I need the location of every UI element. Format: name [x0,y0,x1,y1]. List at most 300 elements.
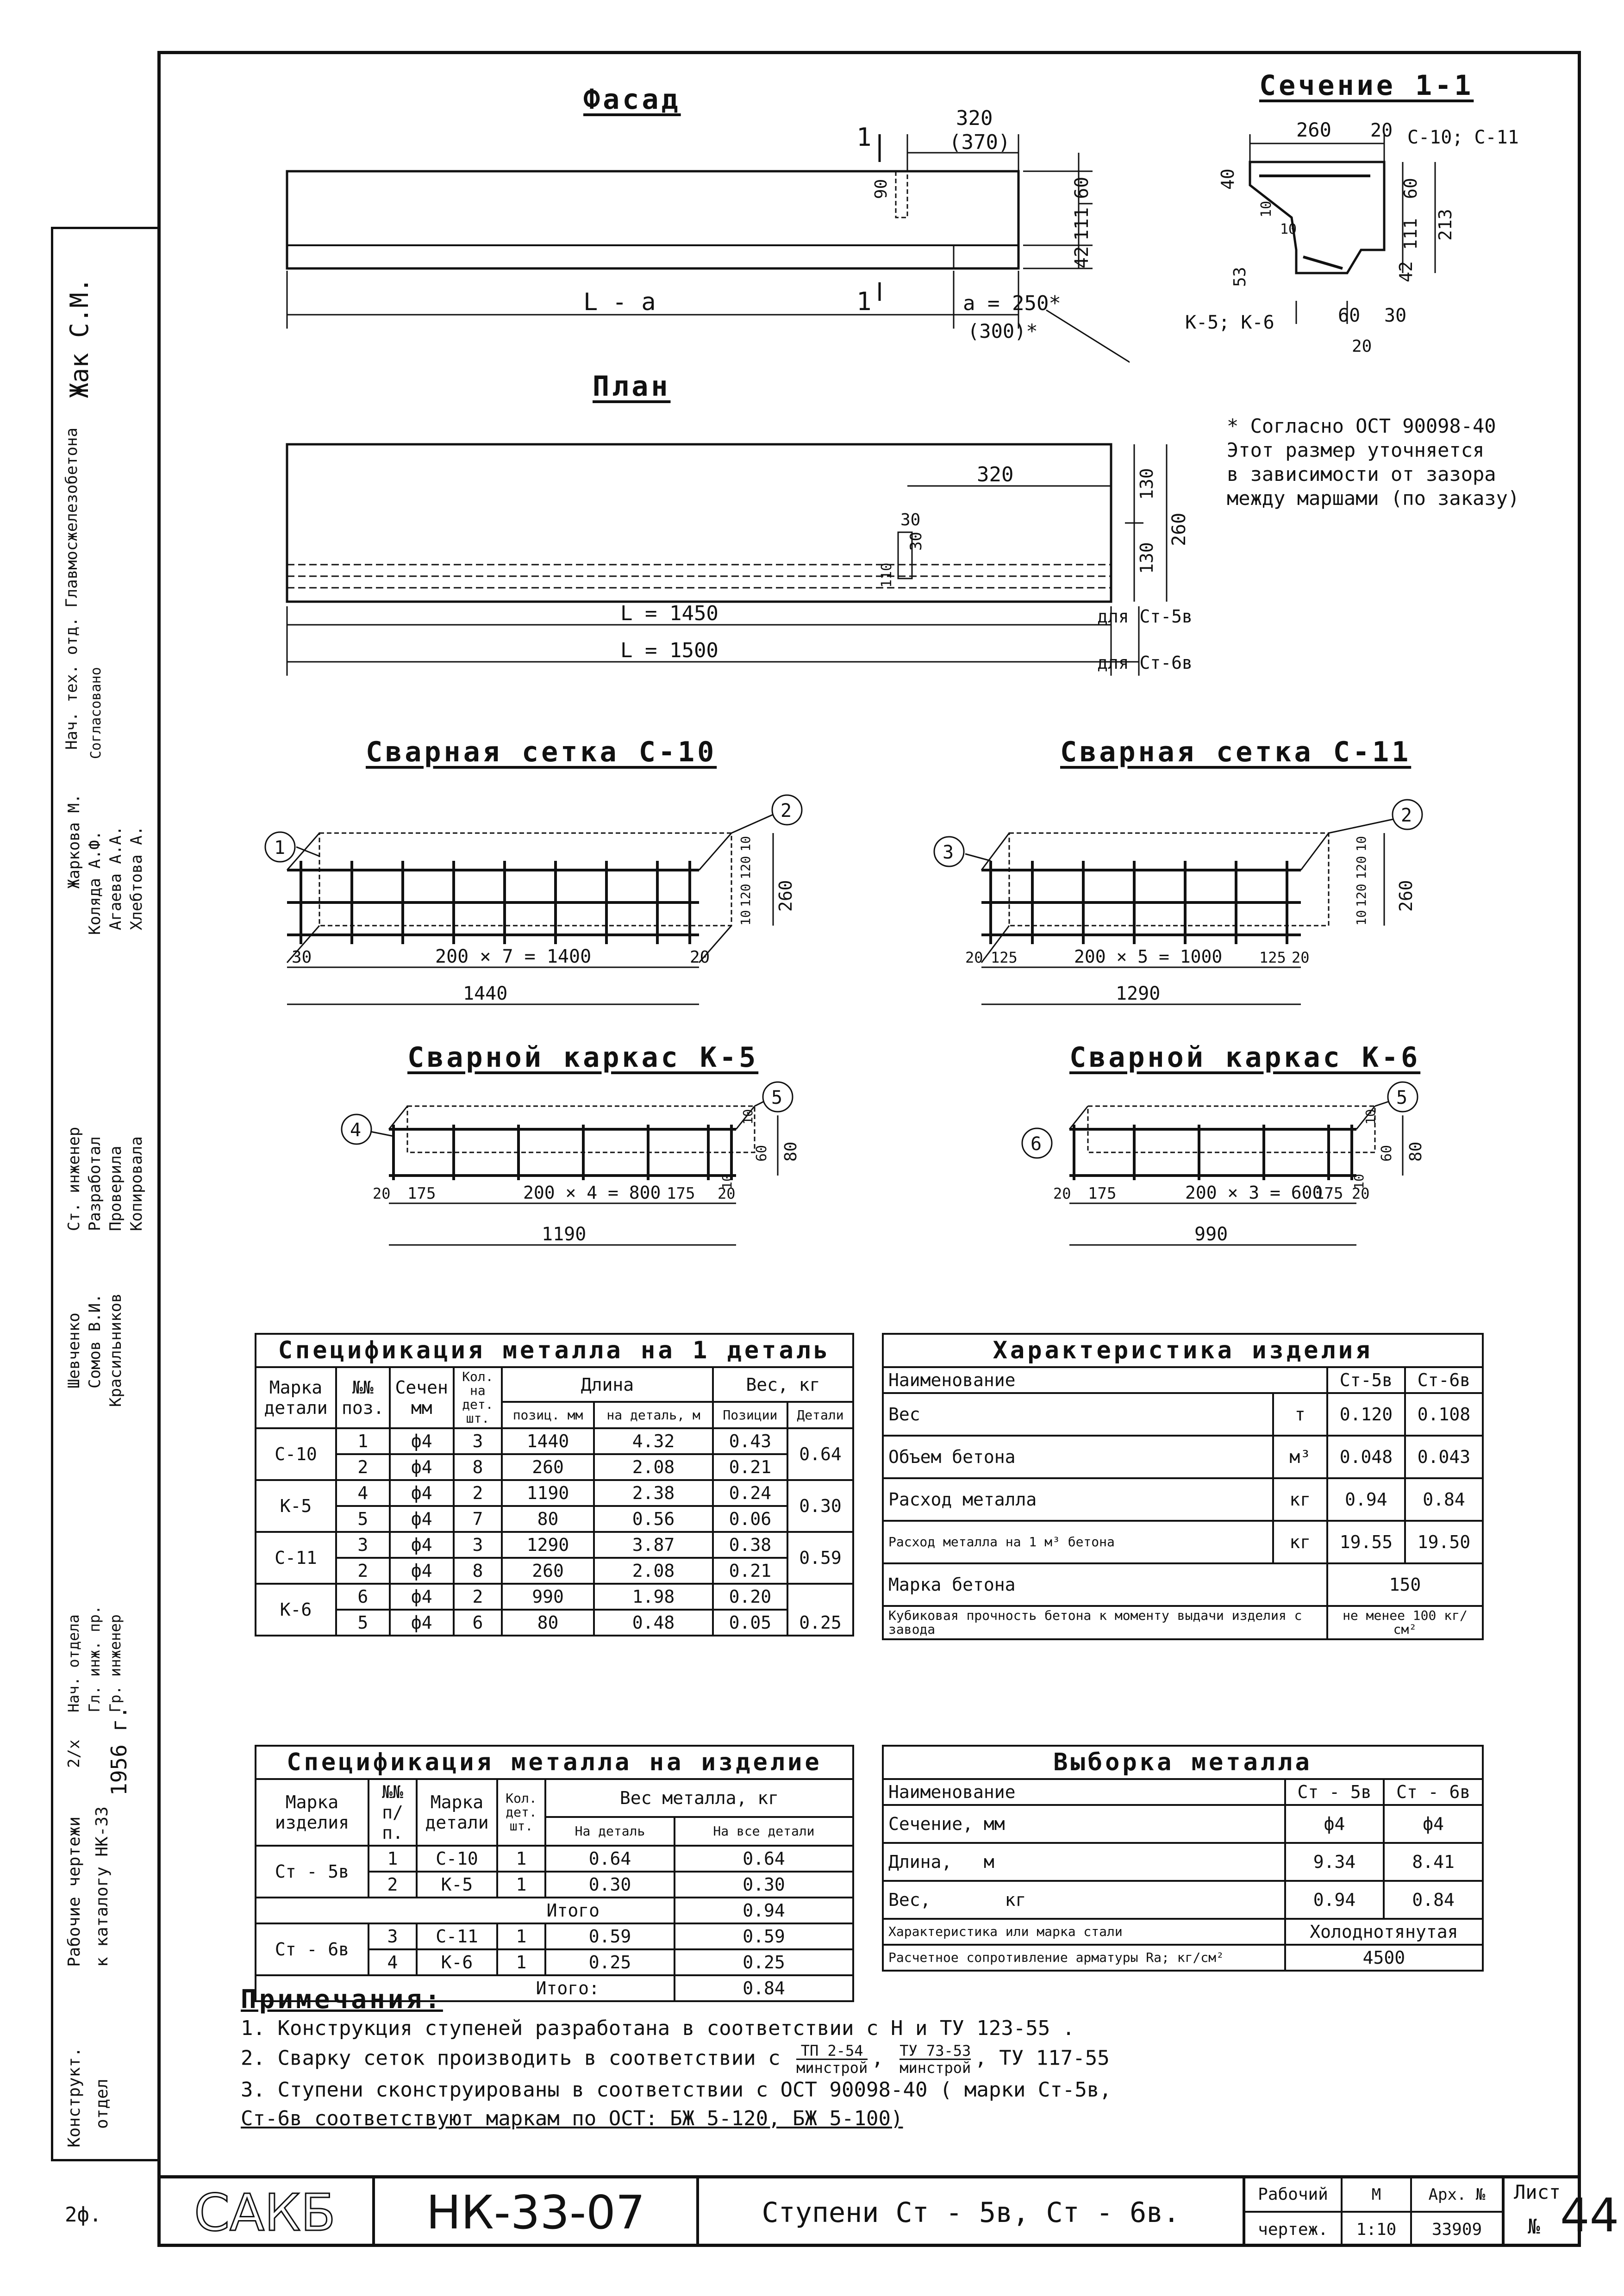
cell-len-pos: 990 [502,1584,594,1610]
signer-1: Жаркова М. [65,794,83,889]
cage-k6-d175a: 175 [1088,1184,1117,1203]
year: 1956 г. [106,1706,131,1796]
cell-total-label: Итого: [256,1975,675,2001]
resist-label: Расчетное сопротивление арматуры Ra; кг/см² [883,1945,1285,1971]
section-dim-40: 40 [1218,168,1238,190]
signer-3: Агаева А.А. [106,826,125,930]
cell-sec: ф4 [390,1480,454,1506]
cell-qty: 3 [454,1532,502,1558]
cell-w-all: 0.25 [675,1949,853,1975]
cell-det: К-5 [417,1872,497,1898]
note-2: 2. Сварку сеток производить в соответствии с $\frac{ТП 2-54}{\text{минстрой}}$ , $\frac{ТУ 73-53}{\text{минстрой}}$ , ТУ 117-55 [241,2042,1110,2077]
facade-dim-42: 42 [1071,246,1093,268]
mesh-c10-d1440: 1440 [463,983,508,1004]
cell-sec: ф4 [390,1610,454,1636]
spec-product-h-qty: Кол. дет. шт. [497,1779,545,1846]
doc-1: Рабочие чертежи [65,1816,84,1967]
mesh-c11-d10: 10 [1354,836,1369,852]
cell-w-all: 0.64 [675,1846,853,1872]
format-label: 2ф. [65,2203,102,2227]
stamp-arch-value: 33909 [1412,2213,1505,2247]
cell-c6: 8.41 [1384,1843,1483,1881]
cell-qty: 3 [454,1428,502,1454]
cell-pos: 5 [336,1610,390,1636]
facade-l-minus-a: L - a [583,288,656,316]
footnote-line-3: в зависимости от зазора [1227,463,1496,485]
cell-len-det: 2.08 [594,1558,713,1584]
stamp-sheet-label: Лист [1514,2181,1561,2203]
section-dim-30: 30 [1384,305,1407,326]
cell-mark: С-11 [256,1532,336,1584]
cell-c6: 0.84 [1384,1881,1483,1919]
cell-len-det: 2.38 [594,1480,713,1506]
frac-den: минстрой [899,2059,971,2077]
signer-4: Хлебтова А. [127,826,146,930]
char-h-c6: Ст-6в [1405,1367,1483,1393]
cell-w-all: 0.59 [675,1923,853,1949]
frac-num: ТП 2-54 [796,2043,868,2060]
cell-name: Расход металла на 1 м³ бетона [883,1521,1273,1563]
cell-sec: ф4 [390,1584,454,1610]
role-4: Копировала [127,1136,146,1231]
facade-dim-60: 60 [1071,176,1093,199]
cell-qty: 7 [454,1506,502,1532]
stamp-org: САКБ [157,2178,375,2247]
spec-product-h-w-all: На все детали [675,1817,853,1846]
cell-mark: К-5 [256,1480,336,1532]
mesh-c11-pos2: 2 [1401,805,1412,826]
cell-w-pos: 0.21 [713,1454,787,1480]
cell-det: К-6 [417,1949,497,1975]
metal-h-c6: Ст - 6в [1384,1779,1483,1805]
spec-detail-h-sec: Сечен мм [390,1367,454,1428]
cell-len-pos: 260 [502,1558,594,1584]
stamp-sheet-no: 44 [1560,2188,1619,2242]
plan-for6: для Ст-6в [1097,653,1193,673]
cell-sec: ф4 [390,1454,454,1480]
spec-detail-h-len-det: на деталь, м [594,1402,713,1428]
cage-k6-pos6: 6 [1031,1133,1042,1155]
mesh-c11-d125b: 125 [1259,949,1286,966]
spec-detail-caption: Спецификация металла на 1 деталь [256,1334,853,1367]
cell-qty: 2 [454,1480,502,1506]
mesh-c11-d20a: 20 [965,949,983,966]
cell-name: Вес [883,1393,1273,1436]
table-row [883,1478,1483,1521]
section-dim-20b: 20 [1352,337,1372,356]
section-drawing [1185,106,1555,366]
mesh-c11-d1290: 1290 [1116,983,1161,1004]
section-dim-53: 53 [1230,267,1249,287]
dept-1: Нач. отдела [65,1614,82,1712]
spec-detail-h-w-pos: Позиции [713,1402,787,1428]
mesh-c10-drawing [259,787,861,1046]
cell-c5: 0.120 [1327,1393,1405,1436]
cell-total: 0.84 [675,1975,853,2001]
cell-total-label: Итого [256,1898,675,1923]
cell-det: С-11 [417,1923,497,1949]
cell-w-pos: 0.21 [713,1558,787,1584]
frac-den: минстрой [796,2059,868,2077]
cage-k5-d10b: 10 [719,1174,735,1189]
cell-w-pos: 0.38 [713,1532,787,1558]
dept-2: Гл. инж. пр. [86,1605,103,1712]
spec-detail-h-len-pos: позиц. мм [502,1402,594,1428]
title-section: Сечение 1-1 [1259,69,1474,102]
cell-det: С-10 [417,1846,497,1872]
cell-sec: ф4 [390,1532,454,1558]
section-dim-260: 260 [1296,118,1331,141]
section-dim-10b: 10 [1280,221,1297,237]
section-dim-213: 213 [1435,209,1455,241]
note-1: 1. Конструкция ступеней разработана в соответствии с Н и ТУ 123-55 . [241,2016,1075,2040]
mesh-c10-d20: 20 [690,948,710,967]
cage-k5-d20b: 20 [718,1185,736,1202]
org-2: отдел [93,2078,112,2129]
chief-name: Жак С.М. [65,277,94,398]
role-2: Разработал [86,1136,104,1231]
plan-drawing [259,417,1231,694]
mesh-c11-drawing [921,787,1505,1046]
steel-label: Характеристика или марка стали [883,1919,1285,1945]
cell-len-det: 3.87 [594,1532,713,1558]
plan-l1500: L = 1500 [620,639,718,662]
table-row [256,1584,853,1610]
cell-w-pos: 0.06 [713,1506,787,1532]
cell-qty: 2 [454,1584,502,1610]
char-h-c5: Ст-5в [1327,1367,1405,1393]
org-1: Конструкт. [65,2047,84,2147]
cell-w-det: 0.64 [787,1428,853,1480]
cage-k6-d80: 80 [1406,1141,1425,1162]
spec-detail-h-qty: Кол. на дет. шт. [454,1367,502,1428]
footnote-line-4: между маршами (по заказу) [1227,487,1520,510]
mesh-c10-d120a: 120 [738,856,753,879]
cage-k6-d60: 60 [1379,1145,1395,1162]
spec-product-caption: Спецификация металла на изделие [256,1746,853,1779]
cell-len-pos: 1290 [502,1532,594,1558]
metal-h-c5: Ст - 5в [1285,1779,1384,1805]
metal-h-name: Наименование [883,1779,1285,1805]
cell-pos: 1 [369,1846,417,1872]
cell-len-det: 0.56 [594,1506,713,1532]
cell-qty: 1 [497,1846,545,1872]
cell-pos: 4 [369,1949,417,1975]
cell-pos: 3 [336,1532,390,1558]
section-dim-60: 60 [1400,178,1421,199]
table-row [883,1805,1483,1843]
title-cage-k5: Сварной каркас К-5 [407,1041,759,1074]
frac-num: ТУ 73-53 [899,2042,971,2060]
spec-product-h-pos: №№ п/п. [369,1779,417,1846]
cage-k6-d20a: 20 [1053,1185,1071,1202]
stamp-sheet-no-label: № [1528,2215,1540,2239]
section-dim-10a: 10 [1258,200,1274,218]
mesh-c10-d200: 200 × 7 = 1400 [435,946,592,967]
spec-product-h-w-det: На деталь [545,1817,675,1846]
cage-k6-d10b: 10 [1351,1174,1367,1189]
facade-a-300: (300)* [968,320,1038,342]
facade-dim-320: 320 [956,106,993,130]
cell-c5: 9.34 [1285,1843,1384,1881]
cage-k5-d10a: 10 [740,1109,756,1125]
notes [241,1985,1112,2133]
cell-qty: 8 [454,1558,502,1584]
cell-w-det: 0.59 [545,1923,675,1949]
section-dim-42: 42 [1396,261,1416,282]
plan-l1450: L = 1450 [620,602,718,625]
cell-pos: 4 [336,1480,390,1506]
cell-len-det: 0.48 [594,1610,713,1636]
spec-detail-h-pos: №№ поз. [336,1367,390,1428]
spec-detail-h-w-det: Детали [787,1402,853,1428]
cell-unit: м³ [1273,1436,1327,1478]
cage-k5-d60: 60 [754,1145,770,1162]
cell-mark: С-10 [256,1428,336,1480]
table-row [256,1506,853,1532]
mesh-c11-d20b: 20 [1292,949,1310,966]
cell-w-det: 0.30 [545,1872,675,1898]
cage-k6-d200: 200 × 3 = 600 [1185,1182,1323,1203]
table-row [256,1454,853,1480]
metal-selection-table [882,1745,1484,1972]
plan-dim-30b: 30 [907,532,925,551]
signer-2: Коляда А.Ф. [86,830,104,935]
cell-name: Длина, м [883,1843,1285,1881]
cell-c5: 0.048 [1327,1436,1405,1478]
cell-len-det: 4.32 [594,1428,713,1454]
metal-selection-caption: Выборка металла [883,1746,1483,1779]
title-mesh-c10: Сварная сетка С-10 [366,736,717,768]
role-1: Ст. инженер [65,1126,83,1231]
cell-name: Вес, кг [883,1881,1285,1919]
sheet-frac: 2/х [65,1739,83,1768]
table-row [883,1393,1483,1436]
mesh-c11-d125a: 125 [991,949,1018,966]
spec-product-table [255,1745,854,2002]
mesh-c10-d30: 30 [292,948,312,967]
cell-qty: 6 [454,1610,502,1636]
cell-c6: 19.50 [1405,1521,1483,1563]
table-row [256,1610,853,1636]
notes-heading: Примечания: [241,1985,443,2015]
cage-k6-d175b: 175 [1315,1184,1343,1203]
cell-unit: т [1273,1393,1327,1436]
note-3a: 3. Ступени сконструированы в соответствии с ОСТ 90098-40 ( марки Ст-5в, [241,2078,1112,2102]
cage-k5-pos5: 5 [771,1087,783,1108]
cell-pos: 3 [369,1923,417,1949]
cell-len-pos: 1190 [502,1480,594,1506]
table-row [883,1881,1483,1919]
table-row [883,1521,1483,1563]
cell-w-pos: 0.43 [713,1428,787,1454]
strength-value: не менее 100 кг/см² [1327,1606,1483,1639]
cell-name: Сечение, мм [883,1805,1285,1843]
cell-w-det: 0.25 [787,1584,853,1636]
cell-qty: 8 [454,1454,502,1480]
cage-k5-pos4: 4 [350,1120,362,1141]
facade-a-250: a = 250* [963,292,1061,315]
plan-for5: для Ст-5в [1097,606,1193,627]
concrete-label: Марка бетона [883,1563,1327,1606]
cell-w-pos: 0.20 [713,1584,787,1610]
cell-c5: ф4 [1285,1805,1384,1843]
title-plan: План [593,370,671,403]
signer2-1: Шевченко [65,1313,83,1388]
mesh-c10-d260: 260 [775,880,796,912]
table-row [256,1846,853,1872]
cell-c5: 0.94 [1327,1478,1405,1521]
cell-c6: 0.043 [1405,1436,1483,1478]
cell-w-det: 0.25 [545,1949,675,1975]
cell-w-all: 0.30 [675,1872,853,1898]
cell-qty: 1 [497,1949,545,1975]
section-c-label: С-10; С-11 [1407,127,1519,148]
title-cage-k6: Сварной каркас К-6 [1069,1041,1421,1074]
cell-c6: 0.84 [1405,1478,1483,1521]
stamp-arch-label: Арх. № [1412,2178,1505,2213]
char-h-name: Наименование [883,1367,1327,1393]
note-2-frac-1 [796,2043,868,2076]
mesh-c10-d10b: 10 [738,910,753,926]
title-facade: Фасад [583,83,681,116]
note-2-text: 2. Сварку сеток производить в соответствии с [241,2046,781,2070]
table-row [256,1898,853,1923]
table-row [256,1428,853,1454]
cell-len-det: 2.08 [594,1454,713,1480]
bottom-stamp [157,2175,1619,2250]
mesh-c11-pos3: 3 [943,842,954,863]
cell-pos: 1 [336,1428,390,1454]
spec-detail-h-length: Длина [502,1367,713,1402]
cell-w-det: 0.59 [787,1532,853,1584]
characteristics-table [882,1333,1484,1640]
cell-sec: ф4 [390,1428,454,1454]
spec-product-h-weight: Вес металла, кг [545,1779,853,1817]
facade-drawing [259,106,1130,366]
facade-dim-90: 90 [872,179,891,199]
cage-k5-d175a: 175 [407,1184,436,1203]
note-2-frac-2 [899,2043,971,2076]
cell-c5: 19.55 [1327,1521,1405,1563]
cell-name: Объем бетона [883,1436,1273,1478]
concrete-value: 150 [1327,1563,1483,1606]
facade-dim-111: 111 [1071,207,1093,241]
mesh-c11-d120b: 120 [1354,884,1369,907]
note-2-post: , ТУ 117-55 [974,2046,1110,2070]
footnote [1227,414,1519,510]
plan-dim-130a: 130 [1137,468,1157,500]
stamp-m-label: М [1343,2178,1412,2213]
cage-k5-d80: 80 [781,1141,800,1162]
stamp-name: Ступени Ст - 5в, Ст - 6в. [699,2178,1245,2247]
cage-k6-drawing [1009,1078,1472,1282]
footnote-line-1: * Согласно ОСТ 90098-40 [1227,415,1496,437]
strength-label: Кубиковая прочность бетона к моменту выдачи изделия с завода [883,1606,1327,1639]
spec-product-h-item: Марка изделия [256,1779,369,1846]
cell-len-pos: 80 [502,1610,594,1636]
cell-c6: 0.108 [1405,1393,1483,1436]
spec-detail-h-weight: Вес, кг [713,1367,853,1402]
plan-dim-130b: 130 [1137,542,1157,574]
section-dim-60b: 60 [1338,305,1361,326]
cell-c5: 0.94 [1285,1881,1384,1919]
cell-w-det: 0.30 [787,1480,853,1532]
cell-w-pos: 0.05 [713,1610,787,1636]
dept-3: Гр. инженер [106,1614,124,1712]
mesh-c10-pos2: 2 [781,800,792,821]
cell-len-pos: 1440 [502,1428,594,1454]
mesh-c11-d10b: 10 [1354,910,1369,926]
role-3: Проверила [106,1145,125,1231]
cage-k5-d20a: 20 [373,1185,391,1202]
cell-unit: кг [1273,1478,1327,1521]
table-row [883,1843,1483,1881]
cell-pos: 2 [369,1872,417,1898]
cell-total: 0.94 [675,1898,853,1923]
agreed-label: Согласовано [88,667,104,759]
characteristics-caption: Характеристика изделия [883,1334,1483,1367]
plan-dim-110: 110 [879,562,895,588]
stamp-kind-2: чертеж. [1245,2213,1343,2247]
cage-k6-d10a: 10 [1363,1109,1378,1125]
spec-detail-table [255,1333,854,1636]
cell-name: Расход металла [883,1478,1273,1521]
section-dim-20: 20 [1370,120,1393,141]
footnote-line-2: Этот размер уточняется [1227,439,1485,461]
cage-k5-d1190: 1190 [542,1224,587,1245]
mesh-c10-d120b: 120 [738,884,753,907]
doc-2: к каталогу НК-33 [93,1806,112,1967]
cell-unit: кг [1273,1521,1327,1563]
cell-len-pos: 80 [502,1506,594,1532]
cage-k6-pos5: 5 [1396,1087,1408,1108]
facade-cut-1b: 1 [856,287,872,316]
cage-k5-drawing [324,1078,833,1282]
cell-item: Ст - 5в [256,1846,369,1898]
cage-k6-d990: 990 [1194,1224,1228,1245]
table-row [256,1480,853,1506]
plan-dim-260: 260 [1168,512,1190,546]
stamp-kind-1: Рабочий [1245,2178,1343,2213]
spec-product-h-det: Марка детали [417,1779,497,1846]
table-row [256,1558,853,1584]
cell-sec: ф4 [390,1506,454,1532]
plan-dim-30a: 30 [900,510,921,529]
mesh-c11-d200: 200 × 5 = 1000 [1074,946,1223,967]
resist-value: 4500 [1285,1945,1483,1971]
table-row [256,1923,853,1949]
cell-pos: 6 [336,1584,390,1610]
steel-value: Холоднотянутая [1285,1919,1483,1945]
cell-pos: 5 [336,1506,390,1532]
cell-item: Ст - 6в [256,1923,369,1975]
cell-pos: 2 [336,1558,390,1584]
cell-w-pos: 0.24 [713,1480,787,1506]
cell-qty: 1 [497,1923,545,1949]
mesh-c10-d10: 10 [738,836,753,852]
mesh-c10-pos1: 1 [274,837,286,859]
signer2-2: Сомов В.И. [86,1294,104,1388]
cell-w-det: 0.64 [545,1846,675,1872]
mesh-c11-d260: 260 [1396,880,1416,912]
plan-dim-320: 320 [977,463,1014,486]
stamp-m-value: 1:10 [1343,2213,1412,2247]
cell-sec: ф4 [390,1558,454,1584]
section-k-label: К-5; К-6 [1185,312,1274,333]
cell-pos: 2 [336,1454,390,1480]
cell-qty: 1 [497,1872,545,1898]
